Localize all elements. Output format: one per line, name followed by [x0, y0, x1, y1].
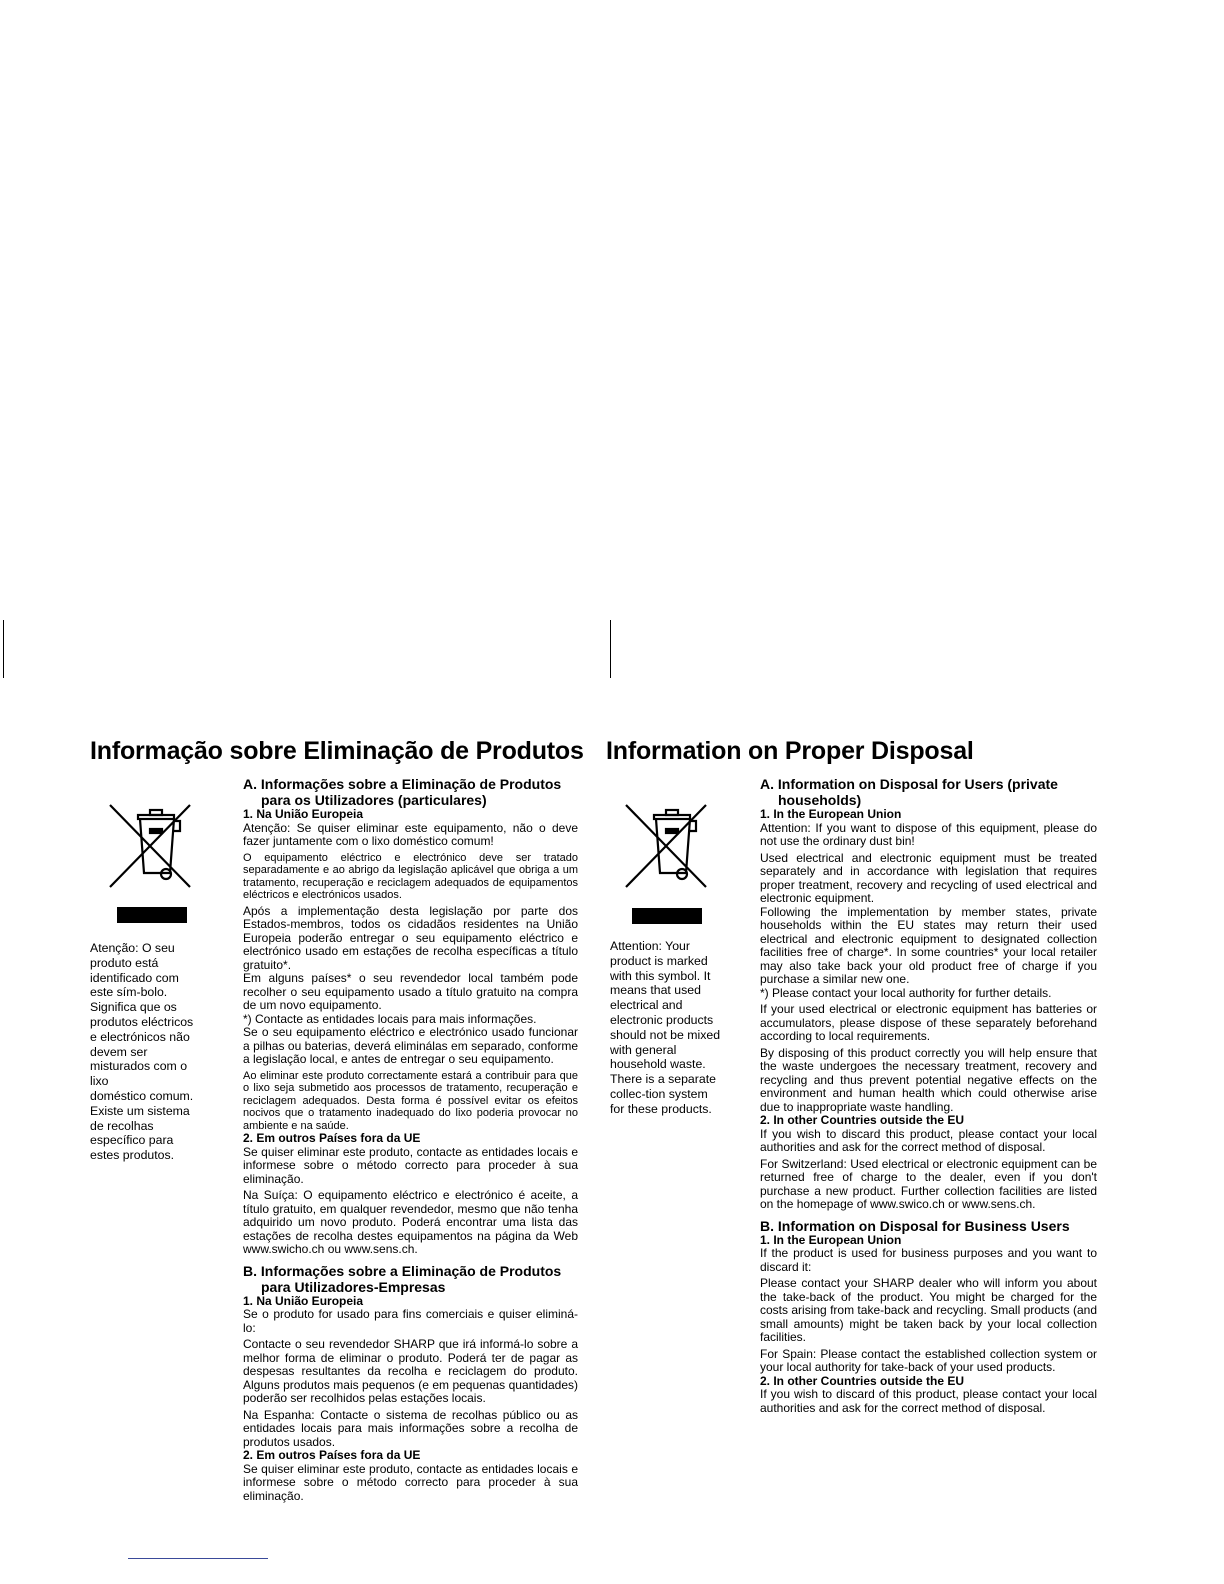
- paragraph: *) Contacte as entidades locais para mais informações.: [243, 1011, 537, 1026]
- paragraph: Em alguns países* o seu revendedor local também pode recolher o seu equipamento usado a título gratuito na compra de um novo equipamento.: [243, 971, 578, 1012]
- side-note-en: Attention: Your product is marked with this symbol. It means that used electrical and electronic products should not be mixed with general household waste. There is a separate collec-tion system for these products.: [610, 939, 721, 1116]
- body-text-pt: [243, 776, 578, 1506]
- paragraph: For Switzerland: Used electrical or electronic equipment can be returned free of charge to the dealer, even if you don't purchase a new product. Further collection facilities are listed on the homepage of www.swico.ch or www.sens.ch.: [760, 1156, 1097, 1211]
- section-b-heading: B. Informações sobre a Eliminação de Produtos para Utilizadores-Empresas: [243, 1262, 562, 1295]
- subheading: 1. Na União Europeia: [243, 1293, 364, 1308]
- paragraph: Atenção: Se quiser eliminar este equipamento, não o deve fazer juntamente com o lixo doméstico comum!: [243, 820, 578, 848]
- paragraph: Ao eliminar este produto correctamente estará a contribuir para que o lixo seja submetido aos processos de tratamento, recuperação e reciclagem adequados. Desta forma é possível evitar os efeitos nocivos que o tratamento inadequado do lixo poderia provocar no ambiente e na saúde.: [243, 1069, 578, 1132]
- subheading: 2. Em outros Países fora da UE: [243, 1448, 421, 1462]
- paragraph: Se quiser eliminar este produto, contacte as entidades locais e informese sobre o método correcto para proceder à sua eliminação.: [243, 1461, 578, 1503]
- bottom-rule: [128, 1558, 268, 1559]
- paragraph: Na Espanha: Contacte o sistema de recolhas público ou as entidades locais para mais informações sobre a recolha de produtos usados.: [243, 1407, 578, 1449]
- paragraph: Se o seu equipamento eléctrico e electrónico usado funcionar a pilhas ou baterias, deverá eliminálas em separado, conforme a legislação local, e antes de entregar o seu equipamento.: [243, 1025, 578, 1066]
- paragraph: Se quiser eliminar este produto, contacte as entidades locais e informese sobre o método correcto para proceder à sua eliminação.: [243, 1144, 578, 1186]
- paragraph: Please contact your SHARP dealer who will inform you about the take-back of the product. You might be charged for the costs arising from take-back and recycling. Small products (and small amounts) might be taken back by your local collection facilities.: [760, 1276, 1097, 1344]
- paragraph: By disposing of this product correctly you will help ensure that the waste undergoes the necessary treatment, recovery and recycling and thus prevent potential negative effects on the environment and human health which could otherwise arise due to inappropriate waste handling.: [760, 1045, 1097, 1114]
- crop-mark-left: [3, 620, 4, 678]
- section-b-heading: B. Information on Disposal for Business Users: [760, 1217, 1070, 1234]
- subheading: 2. In other Countries outside the EU: [760, 1373, 965, 1388]
- crossed-bin-icon: [108, 801, 208, 891]
- paragraph: If you wish to discard of this product, please contact your local authorities and ask for the correct method of disposal.: [760, 1387, 1097, 1415]
- section-a-heading: A. Information on Disposal for Users (private households): [760, 776, 1058, 808]
- paragraph: If the product is used for business purposes and you want to discard it:: [760, 1246, 1097, 1274]
- page-title-en: Information on Proper Disposal: [606, 737, 974, 765]
- paragraph: If your used electrical or electronic equipment has batteries or accumulators, please dispose of these separately beforehand according to local requirements.: [760, 1002, 1097, 1043]
- subheading: 1. Na União Europeia: [243, 807, 364, 821]
- crop-mark-center: [610, 620, 611, 678]
- paragraph: Attention: If you want to dispose of this equipment, please do not use the ordinary dust bin!: [760, 820, 1097, 848]
- paragraph: Se o produto for usado para fins comerciais e quiser eliminá-lo:: [243, 1307, 578, 1335]
- paragraph: Contacte o seu revendedor SHARP que irá informá-lo sobre a melhor forma de eliminar o produto. Poderá ter de pagar as despesas resultantes da recolha e reciclagem do produto. Alguns produtos mais pequenos (e em pequenas quantidades) poderão ser recolhidos pelas estações locais.: [243, 1337, 578, 1405]
- paragraph: O equipamento eléctrico e electrónico deve ser tratado separadamente e ao abrigo da legislação aplicável que obriga a um tratamento, recuperação e reciclagem adequados de equipamentos eléctricos e electrónicos usados.: [243, 851, 578, 901]
- subheading: 1. In the European Union: [760, 807, 902, 821]
- body-text-en: [760, 776, 1097, 1418]
- paragraph: Na Suíça: O equipamento eléctrico e electrónico é aceite, a título gratuito, em qualquer revendedor, mesmo que não tenha adquirido um novo produto. Poderá encontrar uma lista das estações de recolha destes equipamentos na página da Web www.swicho.ch ou www.sens.ch.: [243, 1188, 578, 1256]
- crossed-bin-icon: [624, 801, 724, 891]
- paragraph: *) Please contact your local authority for further details.: [760, 985, 1052, 1000]
- paragraph: Used electrical and electronic equipment must be treated separately and in accordance with legislation that requires proper treatment, recovery and recycling of used electrical and electronic equipment.: [760, 850, 1097, 905]
- subheading: 2. Em outros Países fora da UE: [243, 1131, 421, 1145]
- page-title-pt: Informação sobre Eliminação de Produtos: [90, 737, 584, 765]
- subheading: 2. In other Countries outside the EU: [760, 1113, 965, 1127]
- paragraph: Following the implementation by member states, private households within the EU states may return their used electrical and electronic equipment to designated collection facilities free of charge*. In some countries* your local retailer may also take back your old product free of charge if you purchase a similar new one.: [760, 904, 1097, 986]
- paragraph: Após a implementação desta legislação por parte dos Estados-membros, todos os cidadãos residentes na União Europeia poderão entregar o seu equipamento eléctrico e electrónico usado em estações de recolha específicas a título gratuito*.: [243, 903, 578, 972]
- subheading: 1. In the European Union: [760, 1232, 902, 1247]
- section-a-heading: A. Informações sobre a Eliminação de Produtos para os Utilizadores (particulares): [243, 776, 562, 808]
- symbol-bar: [117, 907, 187, 923]
- paragraph: If you wish to discard this product, please contact your local authorities and ask for the correct method of disposal.: [760, 1126, 1097, 1154]
- side-note-pt: Atenção: O seu produto está identificado com este sím-bolo. Significa que os produtos eléctricos e electrónicos não devem ser misturados com o lixo doméstico comum. Existe um sistema de recolhas específico para estes produtos.: [90, 941, 194, 1163]
- symbol-bar: [632, 908, 702, 924]
- paragraph: For Spain: Please contact the established collection system or your local authority for take-back of your used products.: [760, 1346, 1097, 1374]
